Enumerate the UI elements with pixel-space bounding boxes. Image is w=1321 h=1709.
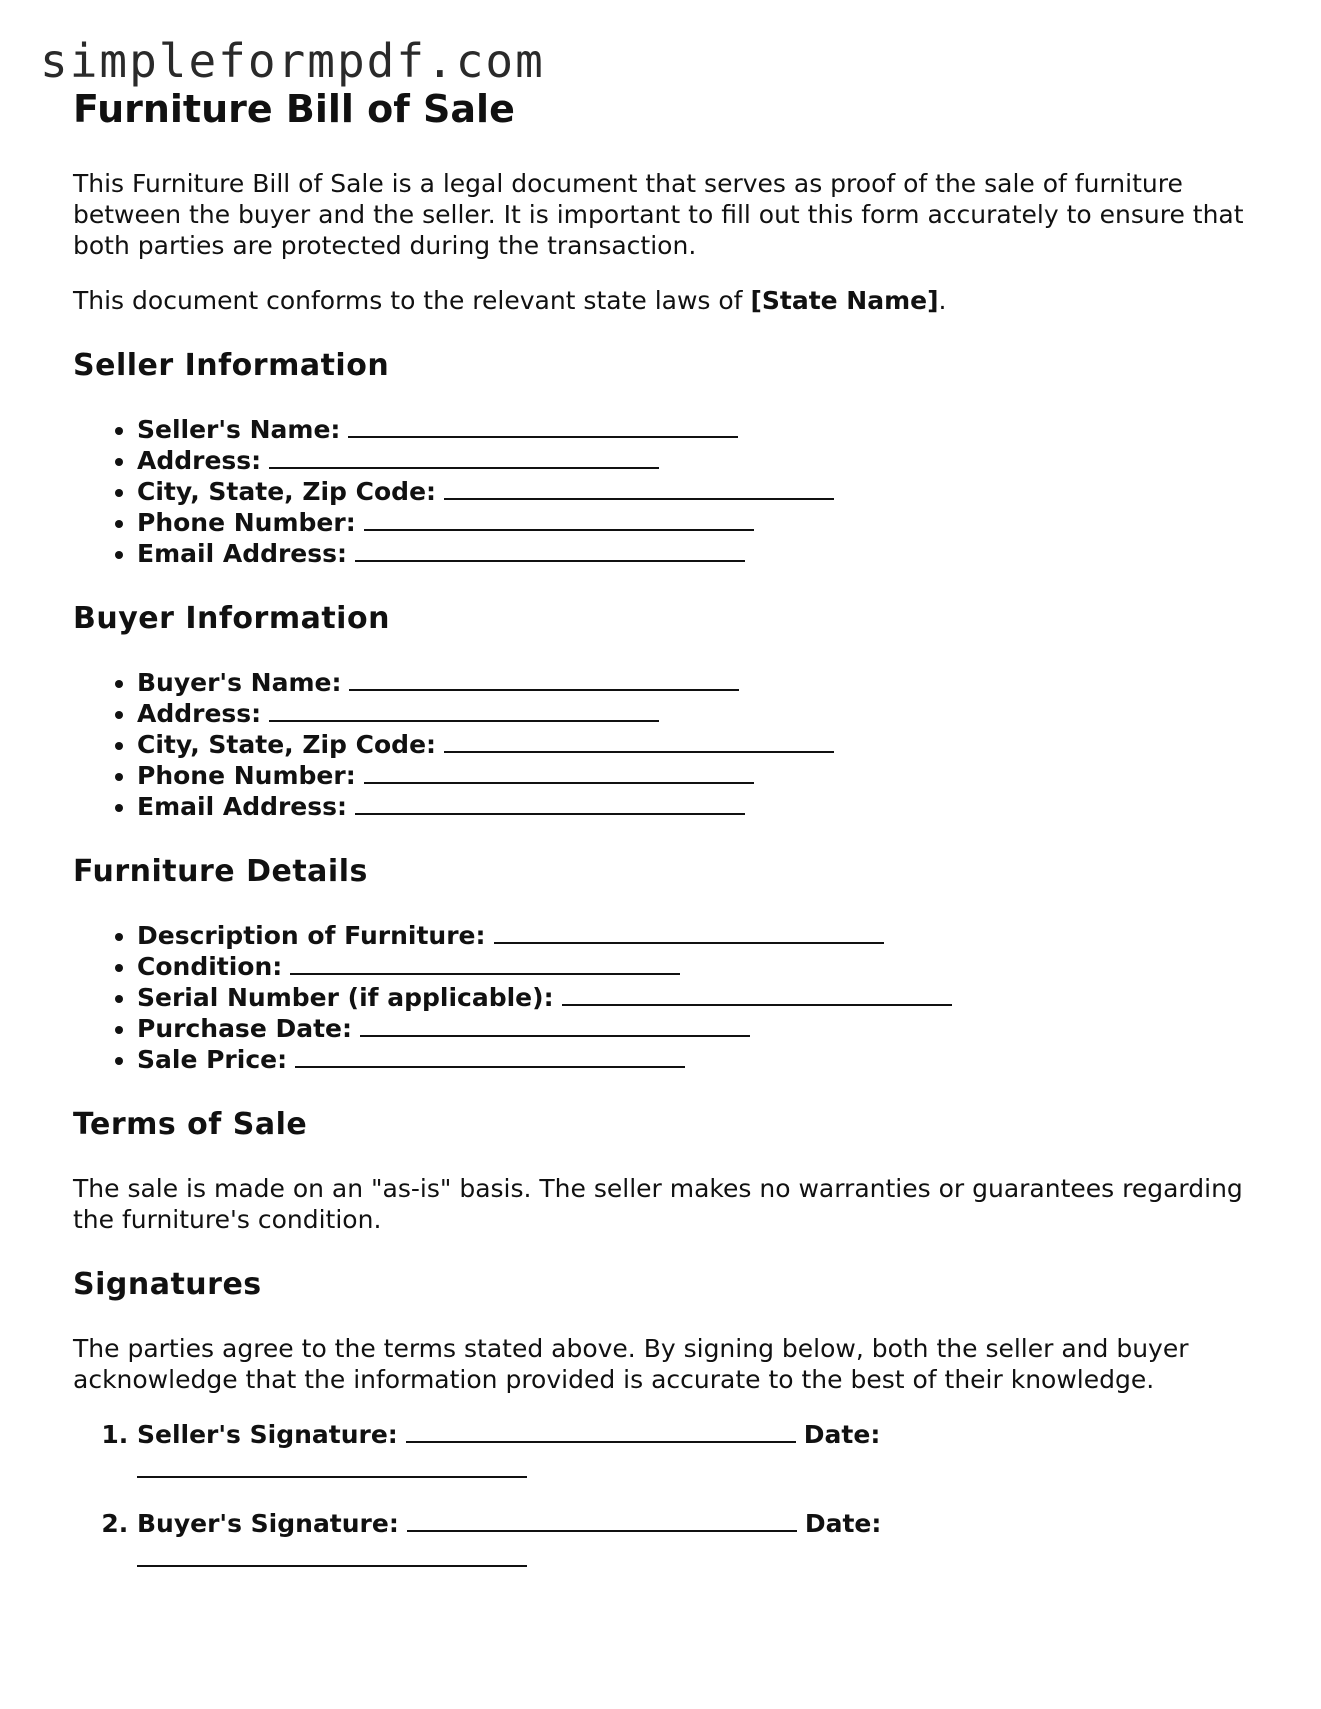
terms-paragraph: The sale is made on an "as-is" basis. The seller makes no warranties or guarantees regarding the furniture's condition. — [73, 1173, 1243, 1234]
seller-email-blank[interactable] — [355, 538, 745, 562]
signatures-paragraph: The parties agree to the terms stated above. By signing below, both the seller and buyer acknowledge that the information provided is accurate to the best of their knowledge. — [73, 1333, 1189, 1394]
signatures-section-heading: Signatures — [73, 1266, 262, 1302]
field-label: City, State, Zip Code: — [137, 476, 437, 506]
buyer-field-list — [73, 667, 1253, 822]
furniture-section-heading: Furniture Details — [73, 853, 368, 889]
field-label: Sale Price: — [137, 1044, 288, 1074]
conformity-suffix: . — [938, 285, 947, 315]
seller-date-blank[interactable] — [137, 1450, 527, 1478]
furniture-field-list — [73, 920, 1253, 1075]
buyer-city-field — [137, 729, 1253, 760]
field-label: Serial Number (if applicable): — [137, 982, 554, 1012]
page-title: Furniture Bill of Sale — [73, 87, 515, 131]
buyer-email-blank[interactable] — [355, 791, 745, 815]
field-label: Condition: — [137, 951, 283, 981]
field-label: Description of Furniture: — [137, 920, 486, 950]
conformity-statement — [73, 285, 1253, 316]
furniture-purchase-date-field — [137, 1013, 1253, 1044]
field-label: Purchase Date: — [137, 1013, 353, 1043]
field-label: Address: — [137, 445, 262, 475]
seller-signature-label: Seller's Signature: — [137, 1419, 398, 1449]
buyer-address-field — [137, 698, 1253, 729]
seller-address-field — [137, 445, 1253, 476]
buyer-name-blank[interactable] — [349, 667, 739, 691]
seller-city-field — [137, 476, 1253, 507]
furniture-sale-price-blank[interactable] — [295, 1044, 685, 1068]
signature-list — [73, 1419, 1253, 1567]
field-label: Buyer's Name: — [137, 667, 342, 697]
buyer-email-field — [137, 791, 1253, 822]
seller-phone-field — [137, 507, 1253, 538]
field-label: City, State, Zip Code: — [137, 729, 437, 759]
buyer-signature-label: Buyer's Signature: — [137, 1508, 399, 1538]
terms-section-heading: Terms of Sale — [73, 1106, 308, 1142]
buyer-address-blank[interactable] — [269, 698, 659, 722]
furniture-purchase-date-blank[interactable] — [360, 1013, 750, 1037]
buyer-signature-blank[interactable] — [407, 1508, 797, 1532]
field-label: Address: — [137, 698, 262, 728]
field-label: Email Address: — [137, 791, 348, 821]
field-label: Phone Number: — [137, 760, 356, 790]
furniture-condition-blank[interactable] — [290, 951, 680, 975]
seller-signature-item — [137, 1419, 1253, 1478]
conformity-prefix: This document conforms to the relevant state laws of — [73, 285, 751, 315]
furniture-serial-field — [137, 982, 1253, 1013]
intro-paragraph: This Furniture Bill of Sale is a legal document that serves as proof of the sale of furniture between the buyer and the seller. It is important to fill out this form accurately to ensure that both parties are protected during the transaction. — [73, 168, 1244, 260]
seller-name-field — [137, 414, 1253, 445]
seller-date-label: Date: — [803, 1419, 881, 1449]
seller-signature-blank[interactable] — [406, 1419, 796, 1443]
furniture-sale-price-field — [137, 1044, 1253, 1075]
furniture-condition-field — [137, 951, 1253, 982]
seller-city-blank[interactable] — [444, 476, 834, 500]
buyer-city-blank[interactable] — [444, 729, 834, 753]
furniture-description-blank[interactable] — [494, 920, 884, 944]
seller-field-list — [73, 414, 1253, 569]
field-label: Phone Number: — [137, 507, 356, 537]
buyer-section-heading: Buyer Information — [73, 600, 390, 636]
buyer-signature-item — [137, 1508, 1253, 1567]
furniture-serial-blank[interactable] — [562, 982, 952, 1006]
field-label: Seller's Name: — [137, 414, 341, 444]
field-label: Email Address: — [137, 538, 348, 568]
watermark: simpleformpdf.com — [40, 34, 545, 88]
seller-section-heading: Seller Information — [73, 347, 390, 383]
buyer-phone-blank[interactable] — [364, 760, 754, 784]
seller-phone-blank[interactable] — [364, 507, 754, 531]
seller-address-blank[interactable] — [269, 445, 659, 469]
buyer-phone-field — [137, 760, 1253, 791]
buyer-name-field — [137, 667, 1253, 698]
seller-email-field — [137, 538, 1253, 569]
state-name-placeholder: [State Name] — [750, 285, 939, 315]
seller-name-blank[interactable] — [348, 414, 738, 438]
document-body — [73, 88, 1253, 1597]
buyer-date-label: Date: — [804, 1508, 882, 1538]
furniture-description-field — [137, 920, 1253, 951]
buyer-date-blank[interactable] — [137, 1539, 527, 1567]
